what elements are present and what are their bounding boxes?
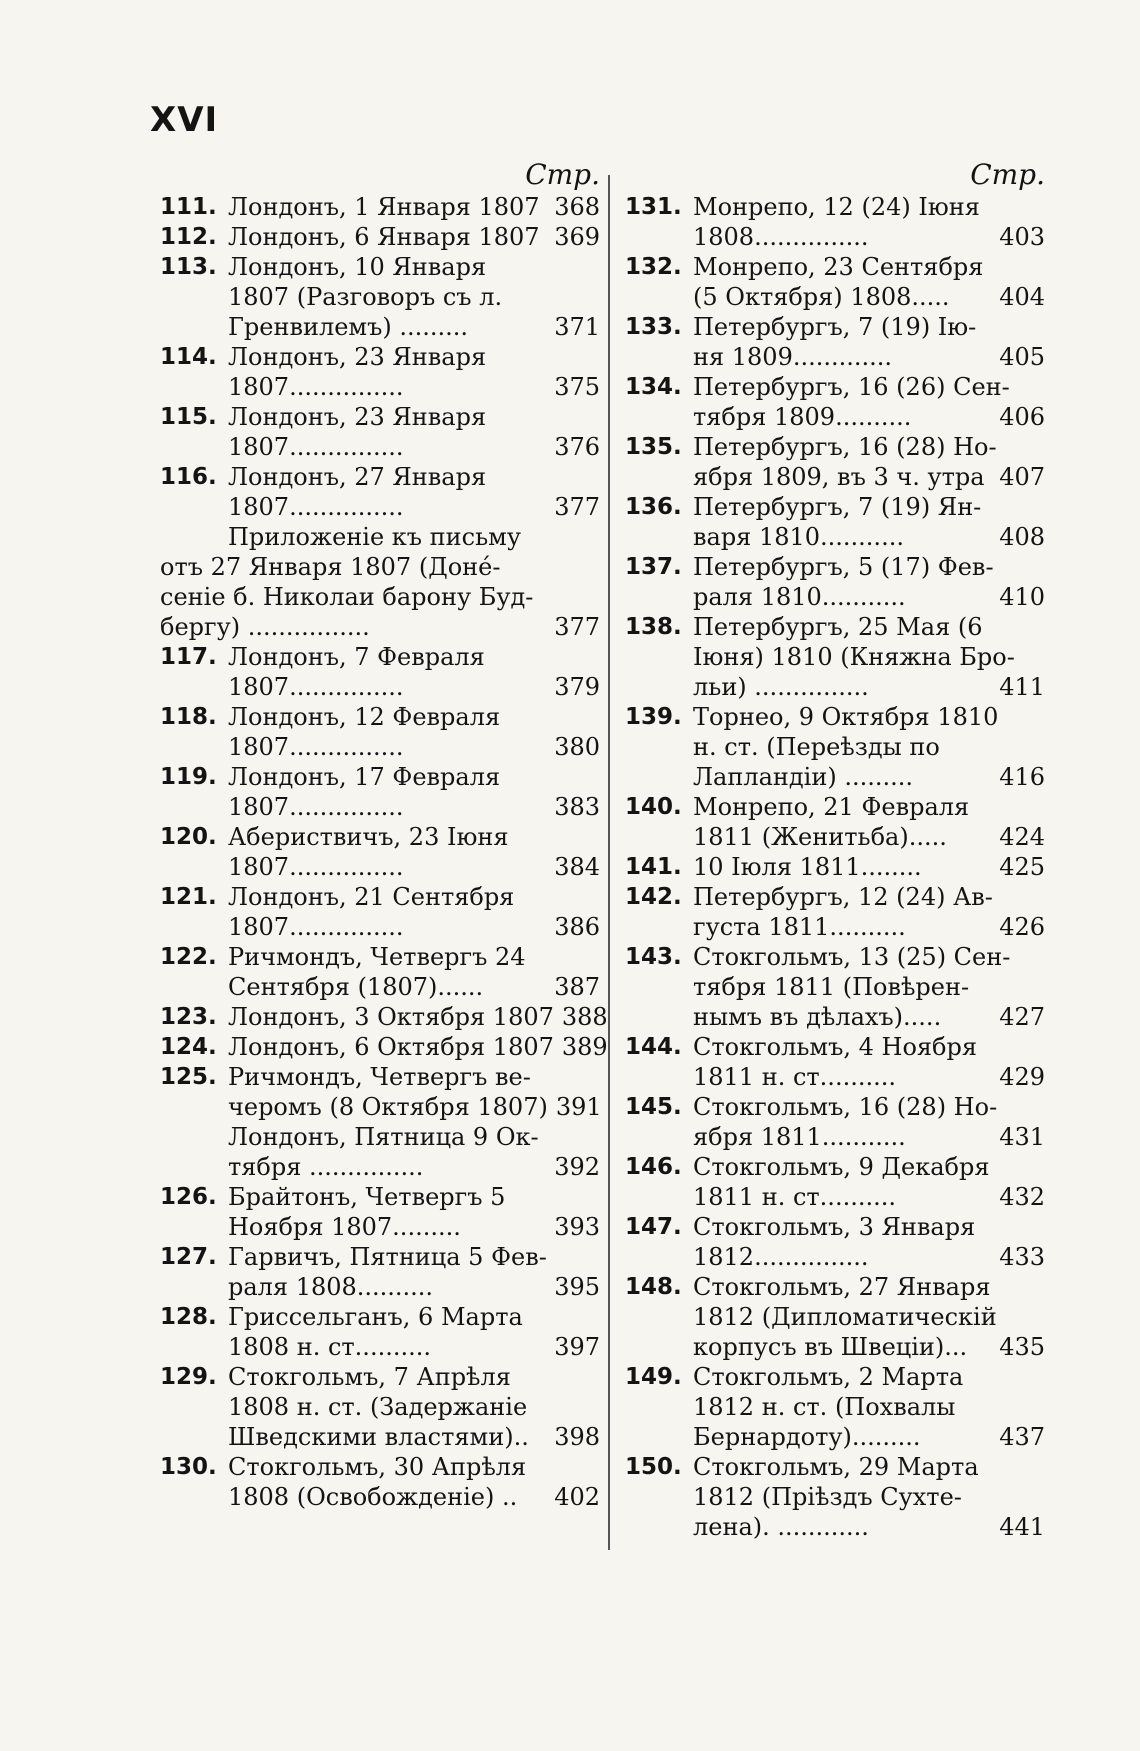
entry-number: 145. [625,1094,682,1120]
toc-entry [625,612,1045,702]
entry-text: бергу) ................ [160,613,370,641]
entry-text: Лондонъ, 1 Января 1807 [228,193,540,221]
entry-number: 123. [160,1004,217,1030]
entry-text: Лапландіи) ......... [693,763,913,791]
entry-text: Лондонъ, 10 Января [228,253,487,281]
toc-entry [625,852,1045,882]
entry-number: 120. [160,824,217,850]
entry-text: тября 1811 (Повѣрен- [693,973,970,1001]
entry-number: 142. [625,884,682,910]
entry-text: ября 1809, въ 3 ч. утра [693,463,985,491]
entry-text: Стокгольмъ, 16 (28) Но- [693,1093,998,1121]
entry-text: ября 1811........... [693,1123,906,1151]
entry-text: Стокгольмъ, 4 Ноября [693,1033,977,1061]
entry-page: 392 [554,1153,600,1181]
entry-page: 410 [999,583,1045,611]
entry-page: 383 [554,793,600,821]
toc-entry [160,192,600,222]
entry-text: Петербургъ, 16 (28) Но- [693,433,997,461]
entry-text: Ричмондъ, Четвергъ 24 [228,943,526,971]
entry-text: Лондонъ, 23 Января [228,343,487,371]
entry-text: Сентября (1807)...... [228,973,484,1001]
entry-text: ня 1809............. [693,343,893,371]
entry-text: Петербургъ, 12 (24) Ав- [693,883,993,911]
toc-entry [625,1452,1045,1542]
entry-page: 405 [999,343,1045,371]
entry-number: 115. [160,404,217,430]
toc-entry [160,702,600,762]
entry-text: 1807............... [228,433,404,461]
entry-text: Стокгольмъ, 13 (25) Сен- [693,943,1011,971]
entry-text: Лондонъ, 3 Октября 1807 [228,1003,554,1031]
entry-text: льи) ............... [693,673,869,701]
toc-entry [160,342,600,402]
entry-text: корпусъ въ Швеціи)... [693,1333,968,1361]
entry-text: 1808 н. ст.......... [228,1333,431,1361]
entry-text: 1811 н. ст.......... [693,1063,896,1091]
toc-entry [625,1092,1045,1152]
entry-page: 391 [555,1093,602,1121]
toc-entry [625,702,1045,792]
entry-page: 406 [999,403,1045,431]
entry-text: раля 1810........... [693,583,906,611]
toc-entry [160,252,600,342]
entry-page: 407 [999,463,1045,491]
entry-text: Ноября 1807......... [228,1213,461,1241]
toc-entry [160,1302,600,1362]
entry-page: 441 [999,1513,1045,1541]
entry-text: Стокгольмъ, 7 Апрѣля [228,1363,511,1391]
entry-text: тября 1809.......... [693,403,912,431]
entry-page: 369 [554,223,600,251]
entry-text: Петербургъ, 7 (19) Ян- [693,493,982,521]
entry-number: 121. [160,884,217,910]
entry-text: 1807............... [228,793,404,821]
entry-page: 376 [554,433,600,461]
toc-entry [625,942,1045,1032]
entry-number: 112. [160,224,217,250]
toc-entry [160,882,600,942]
entry-number: 131. [625,194,682,220]
entry-number: 116. [160,464,217,490]
entry-text: Петербургъ, 7 (19) Ію- [693,313,977,341]
entry-text: 1807............... [228,913,404,941]
entry-page: 388 [561,1003,608,1031]
entry-text: Стокгольмъ, 27 Января [693,1273,991,1301]
entry-text: Ричмондъ, Четвергъ ве- [228,1063,531,1091]
toc-entry [625,312,1045,372]
toc-entry [160,822,600,882]
entry-page: 393 [554,1213,600,1241]
entry-page: 395 [554,1273,600,1301]
entry-text: тября ............... [228,1153,424,1181]
entry-text: 1808............... [693,223,869,251]
entry-text: сеніе б. Николаи барону Буд- [160,583,534,611]
toc-entry [160,522,600,642]
entry-text: Приложеніе къ письму [228,523,521,551]
entry-text: Петербургъ, 5 (17) Фев- [693,553,994,581]
entry-text: 1812 (Пріѣздъ Сухте- [693,1483,962,1511]
entry-text: 1807............... [228,493,404,521]
entry-page: 425 [999,853,1045,881]
toc-entry [160,1122,600,1182]
entry-page: 429 [999,1063,1045,1091]
entry-page: 435 [999,1333,1045,1361]
toc-entry [160,1242,600,1302]
entry-page: 408 [999,523,1045,551]
entry-text: Гарвичъ, Пятница 5 Фев- [228,1243,547,1271]
entry-text: Гриссельганъ, 6 Марта [228,1303,523,1331]
entry-text: Абериствичъ, 23 Іюня [228,823,509,851]
entry-page: 377 [554,493,600,521]
entry-text: нымъ въ дѣлахъ)..... [693,1003,942,1031]
entry-page: 404 [999,283,1045,311]
toc-entry [160,762,600,822]
entry-number: 150. [625,1454,682,1480]
entry-number: 134. [625,374,682,400]
toc-entry [625,1152,1045,1212]
entry-text: 1807............... [228,853,404,881]
entry-text: Монрепо, 21 Февраля [693,793,970,821]
toc-entry [625,432,1045,492]
toc-left-column [160,158,608,1512]
entry-number: 124. [160,1034,217,1060]
page-column-header: Стр. [970,158,1045,191]
entry-number: 127. [160,1244,217,1270]
entry-number: 139. [625,704,682,730]
entry-text: Петербургъ, 16 (26) Сен- [693,373,1010,401]
entry-number: 129. [160,1364,217,1390]
entry-page: 368 [554,193,600,221]
entry-number: 126. [160,1184,217,1210]
entry-text: Торнео, 9 Октября 1810 [693,703,999,731]
toc-entry [160,942,600,1002]
entry-page: 371 [554,313,600,341]
toc-entry [160,642,600,702]
entry-page: 403 [999,223,1045,251]
entry-text: 1812............... [693,1243,869,1271]
toc-entry [160,222,600,252]
entry-number: 144. [625,1034,682,1060]
toc-entry [625,882,1045,942]
entry-number: 140. [625,794,682,820]
entry-text: Лондонъ, Пятница 9 Ок- [228,1123,539,1151]
entry-number: 136. [625,494,682,520]
entry-page: 387 [554,973,600,1001]
entry-page: 433 [999,1243,1045,1271]
entry-number: 138. [625,614,682,640]
entry-number: 147. [625,1214,682,1240]
toc-entry [160,1182,600,1242]
entry-text: 1807............... [228,373,404,401]
entry-text: Бернардоту)......... [693,1423,921,1451]
entry-text: Лондонъ, 6 Января 1807 [228,223,540,251]
toc-entry [625,552,1045,612]
entry-number: 111. [160,194,217,220]
entry-text: 1808 (Освобожденіе) .. [228,1483,518,1511]
toc-entry [625,492,1045,552]
entry-text: Монрепо, 12 (24) Іюня [693,193,980,221]
toc-right-column [625,160,1045,1542]
toc-entry [160,462,600,522]
toc-entry [160,1062,600,1122]
entry-text: 1807............... [228,733,404,761]
entry-page: 379 [554,673,600,701]
toc-entry [160,1452,600,1512]
toc-entry [625,372,1045,432]
entry-page: 377 [554,613,600,641]
entry-number: 132. [625,254,682,280]
entry-number: 130. [160,1454,217,1480]
entry-text: 1811 н. ст.......... [693,1183,896,1211]
toc-entry [625,1272,1045,1362]
entry-page: 389 [561,1033,608,1061]
entry-page: 398 [554,1423,600,1451]
toc-entry [160,1002,608,1032]
entry-text: раля 1808.......... [228,1273,434,1301]
entry-page: 384 [554,853,600,881]
entry-page: 411 [999,673,1045,701]
entry-text: 1807............... [228,673,404,701]
toc-entry [625,192,1045,252]
entry-page: 426 [999,913,1045,941]
page-column-header: Стр. [525,158,600,191]
toc-entry [160,1032,608,1062]
entry-number: 141. [625,854,682,880]
entry-number: 118. [160,704,217,730]
entry-page: 431 [999,1123,1045,1151]
entry-text: 1812 н. ст. (Похвалы [693,1393,956,1421]
entry-text: (5 Октября) 1808..... [693,283,950,311]
entry-page: 375 [554,373,600,401]
toc-entry [625,792,1045,852]
entry-text: Лондонъ, 17 Февраля [228,763,501,791]
entry-text: лена). ............ [693,1513,869,1541]
entry-page: 397 [554,1333,600,1361]
entry-text: Петербургъ, 25 Мая (6 [693,613,983,641]
toc-entry [625,252,1045,312]
entry-text: Брайтонъ, Четвергъ 5 [228,1183,506,1211]
entry-text: Стокгольмъ, 29 Марта [693,1453,979,1481]
entry-text: Лондонъ, 27 Января [228,463,487,491]
entry-text: варя 1810........... [693,523,904,551]
entry-text: Стокгольмъ, 3 Января [693,1213,976,1241]
toc-entry [625,1362,1045,1452]
entry-text: Лондонъ, 7 Февраля [228,643,485,671]
entry-text: 10 Іюля 1811........ [693,853,922,881]
entry-text: н. ст. (Переѣзды по [693,733,940,761]
entry-text: Іюня) 1810 (Княжна Бро- [693,643,1015,671]
entry-number: 143. [625,944,682,970]
entry-page: 386 [554,913,600,941]
entry-number: 125. [160,1064,217,1090]
entry-number: 119. [160,764,217,790]
entry-text: 1812 (Дипломатическій [693,1303,997,1331]
entry-page: 432 [999,1183,1045,1211]
entry-number: 117. [160,644,217,670]
entry-text: Стокгольмъ, 9 Декабря [693,1153,990,1181]
entry-page: 424 [999,823,1045,851]
entry-number: 135. [625,434,682,460]
entry-text: Гренвилемъ) ......... [228,313,468,341]
entry-text: Стокгольмъ, 2 Марта [693,1363,964,1391]
entry-text: Шведскими властями).. [228,1423,529,1451]
entry-page: 437 [999,1423,1045,1451]
toc-entry [160,1362,600,1452]
entry-number: 113. [160,254,217,280]
entry-number: 122. [160,944,217,970]
entry-number: 133. [625,314,682,340]
toc-entry [625,1032,1045,1092]
entry-number: 148. [625,1274,682,1300]
entry-text: 1811 (Женитьба)..... [693,823,947,851]
toc-entry [160,402,600,462]
column-divider [608,175,610,1550]
toc-entry [625,1212,1045,1272]
entry-page: 402 [554,1483,600,1511]
entry-text: Монрепо, 23 Сентября [693,253,984,281]
entry-text: черомъ (8 Октября 1807) [228,1093,548,1121]
entry-number: 128. [160,1304,217,1330]
entry-number: 137. [625,554,682,580]
entry-page: 427 [999,1003,1045,1031]
entry-text: Стокгольмъ, 30 Апрѣля [228,1453,527,1481]
entry-text: 1807 (Разговоръ съ л. [228,283,503,311]
entry-text: Лондонъ, 21 Сентября [228,883,515,911]
entry-text: Лондонъ, 23 Января [228,403,487,431]
entry-page: 380 [554,733,600,761]
entry-text: густа 1811.......... [693,913,906,941]
page-number: XVI [150,100,219,140]
entry-number: 114. [160,344,217,370]
entry-text: Лондонъ, 12 Февраля [228,703,501,731]
entry-page: 416 [999,763,1045,791]
entry-number: 149. [625,1364,682,1390]
entry-text: отъ 27 Января 1807 (Донé- [160,553,501,581]
entry-number: 146. [625,1154,682,1180]
entry-text: 1808 н. ст. (Задержаніе [228,1393,528,1421]
entry-text: Лондонъ, 6 Октября 1807 [228,1033,554,1061]
